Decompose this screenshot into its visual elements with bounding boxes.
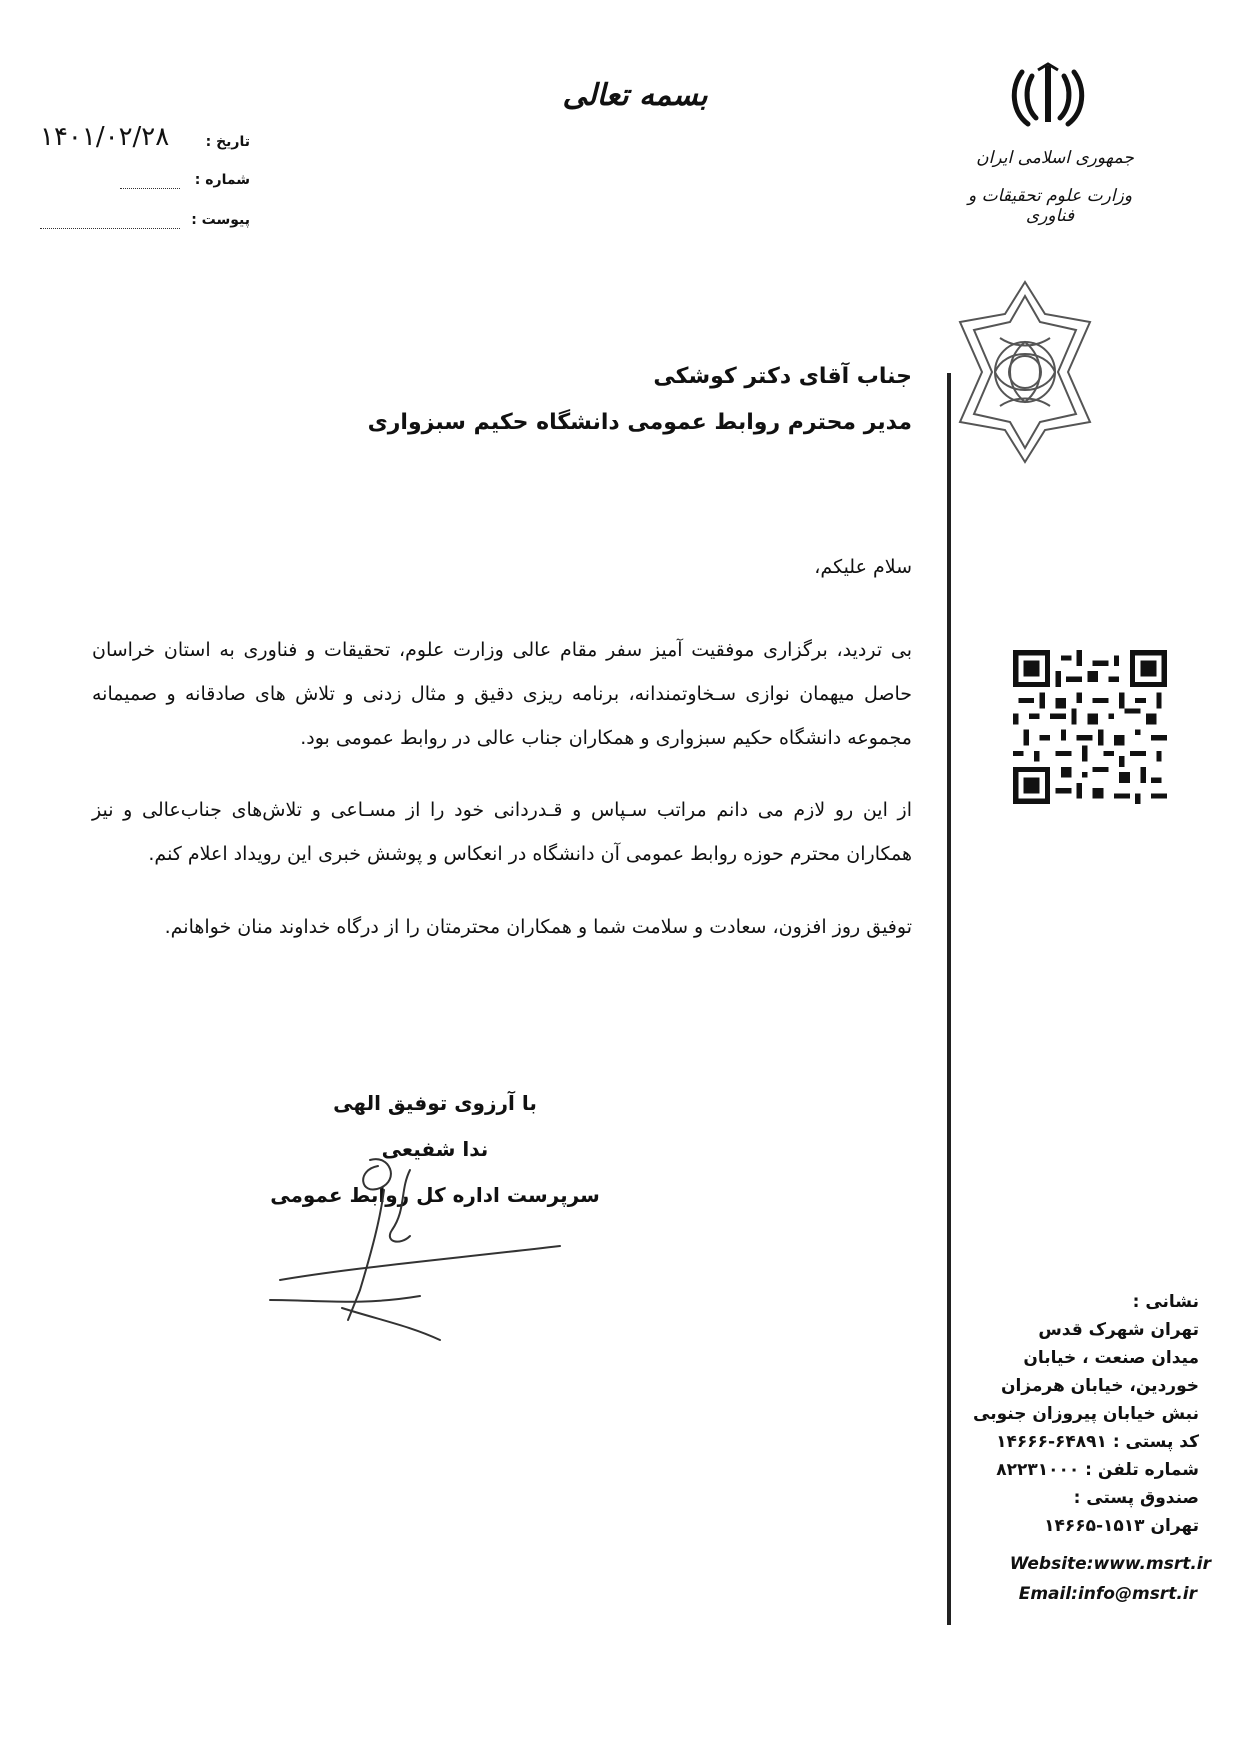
address-line: نبش خیابان پیروزان جنوبی (973, 1404, 1199, 1424)
ornament-icon (950, 278, 1100, 466)
address-line: خوردین، خیابان هرمزان (1000, 1376, 1199, 1396)
date-label: تاریخ : (205, 134, 250, 150)
attachment-label: پیوست : (191, 212, 250, 228)
date-value: ۱۴۰۱/۰۲/۲۸ (40, 122, 170, 152)
handwritten-signature (260, 1150, 580, 1350)
website-link[interactable]: Website:www.msrt.ir (1009, 1554, 1211, 1574)
po-box-label: صندوق پستی : (1073, 1488, 1199, 1508)
email-link[interactable]: Email:info@msrt.ir (1018, 1584, 1197, 1604)
addressee-title: مدیر محترم روابط عمومی دانشگاه حکیم سبزواری (367, 410, 912, 435)
postal-code: کد پستی : ۶۴۸۹۱-۱۴۶۶۶ (996, 1432, 1199, 1452)
signer-title: سرپرست اداره کل روابط عمومی (270, 1183, 600, 1207)
vertical-rule (947, 373, 951, 1625)
ministry-line-1: جمهوری اسلامی ایران (976, 148, 1134, 168)
number-row (30, 166, 250, 196)
number-label: شماره : (194, 172, 250, 188)
attachment-dotted-line (40, 228, 180, 229)
body-paragraph-3: توفیق روز افزون، سعادت و سلامت شما و همکاران محترمتان را از درگاه خداوند منان خواهانم. (164, 916, 912, 938)
number-dotted-line (120, 188, 180, 189)
qr-code-icon (1012, 650, 1168, 804)
ministry-line-2: وزارت علوم تحقیقات و فناوری (967, 186, 1133, 226)
po-box-value: تهران ۱۵۱۳-۱۴۶۶۵ (1044, 1516, 1199, 1536)
closing-wish: با آرزوی توفیق الهی (333, 1091, 537, 1115)
address-block (959, 1288, 1199, 1540)
date-row (30, 122, 250, 158)
attachment-row (30, 206, 250, 236)
body-paragraph-2: از این رو لا‌زم می دانم مراتب سـپاس و قـدردانی خود را از مسـاعی و تلاش‌های جناب‌عالی و نیز همکاران محترم حوزه روابط عمومی آن دانشگاه در انعکاس و پوشش خبری این رویداد اعلام کنم. (92, 799, 912, 865)
address-line: تهران شهرک قدس (1038, 1320, 1199, 1340)
body-paragraph-1: بی تردید، برگزاری موفقیت آمیز سفر مقام عالی وزارت علوم، تحقیقات و فناوری به استان خراسان حاصل میهمان نوازی سـخاوتمندانه، برنامه ریزی دقیق و مثال زدنی و تلاش های صادقانه و صمیمانه مجموعه دانشگاه حکیم سبزواری و همکاران جناب عالی در روابط عمومی بود. (92, 639, 912, 749)
basmala-heading: بسمه تعالی (562, 78, 708, 113)
greeting: سلام علیکم، (814, 556, 912, 578)
phone-number: شماره تلفن : ۸۲۲۳۱۰۰۰ (996, 1460, 1199, 1480)
signer-name: ندا شفیعی (381, 1137, 489, 1161)
address-label: نشانی : (1132, 1292, 1199, 1312)
addressee-name: جناب آقای دکتر کوشکی (653, 364, 912, 389)
address-line: میدان صنعت ، خیابان (1023, 1348, 1199, 1368)
iran-emblem-icon (1008, 62, 1088, 134)
